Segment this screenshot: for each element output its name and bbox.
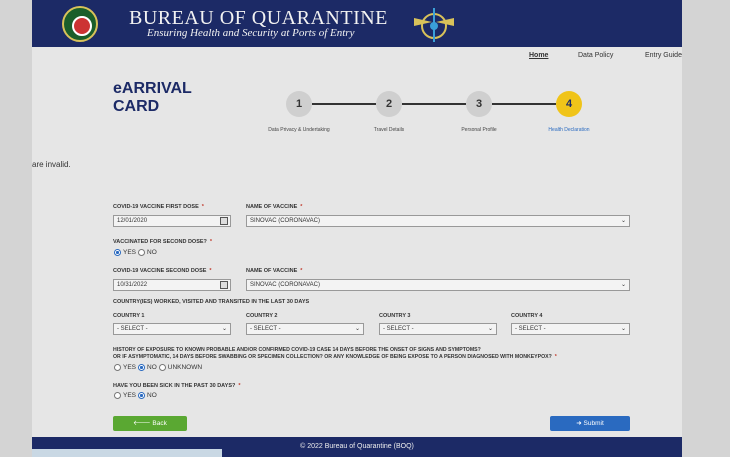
radio-yes[interactable] [114,392,121,399]
second-dose-radio-group: YES NO [112,249,157,256]
country-1-label: COUNTRY 1 [113,313,145,319]
exposure-radio-group: YES NO UNKNOWN [112,364,202,371]
step-connector [492,103,556,105]
chevron-down-icon: ⌄ [620,326,626,332]
quarantine-emblem-logo [412,4,456,44]
chevron-down-icon: ⌄ [354,326,360,332]
step-2-circle: 2 [376,91,402,117]
country-4-select[interactable]: - SELECT - ⌄ [511,323,630,335]
arrow-right-icon: ➜ [576,420,582,427]
exposure-question-line2: OR IF ASYMPTOMATIC, 14 DAYS BEFORE SWABBING OR SPECIMEN COLLECTION? OR ANY KNOWLEDGE OF BEING EXPOSE TO A PERSON DIAGNOSED WITH MONKEYPOX? * [113,354,557,360]
step-connector [312,103,376,105]
step-2-label: Travel Details [373,127,405,133]
nav-home-link[interactable]: Home [529,52,549,59]
step-3-label: Personal Profile [461,127,497,133]
header-banner [32,0,682,47]
step-1-circle: 1 [286,91,312,117]
brand-title: BUREAU OF QUARANTINE [129,7,388,29]
country-4-label: COUNTRY 4 [511,313,543,319]
country-2-label: COUNTRY 2 [246,313,278,319]
vaccine-1-select[interactable]: SINOVAC (CORONAVAC) ⌄ [246,215,630,227]
country-3-select[interactable]: - SELECT - ⌄ [379,323,497,335]
radio-yes[interactable] [114,249,121,256]
vaccine-name-label: NAME OF VACCINE * [246,268,303,274]
second-dose-date-input[interactable]: 10/31/2022 [113,279,231,291]
nav-entry-guide-link[interactable]: Entry Guide [645,52,682,59]
page [32,0,682,457]
radio-no[interactable] [138,249,145,256]
radio-yes[interactable] [114,364,121,371]
step-connector [402,103,466,105]
validation-message: are invalid. [32,160,71,169]
radio-unknown[interactable] [159,364,166,371]
chevron-down-icon: ⌄ [620,282,626,288]
chevron-down-icon: ⌄ [221,326,227,332]
back-button[interactable]: 🡐 Back [113,416,187,431]
first-dose-label: COVID-19 VACCINE FIRST DOSE * [113,204,204,210]
submit-button[interactable]: ➜ Submit [550,416,630,431]
first-dose-date-input[interactable]: 12/01/2020 [113,215,231,227]
radio-no[interactable] [138,364,145,371]
arrow-left-icon: 🡐 [133,420,151,427]
second-dose-question: VACCINATED FOR SECOND DOSE? * [113,239,213,245]
calendar-icon[interactable] [220,217,228,225]
exposure-question-line1: HISTORY OF EXPOSURE TO KNOWN PROBABLE AND/OR CONFIRMED COVID-19 CASE 14 DAYS BEFORE THE ONSET OF SIGNS AND SYMPTOMS? [113,347,481,353]
footer: © 2022 Bureau of Quarantine (BOQ) [32,437,682,457]
footer-panel [32,449,222,457]
step-4-label: Health Declaration [548,127,590,133]
boq-seal-logo [62,6,98,42]
step-3-circle: 3 [466,91,492,117]
country-2-select[interactable]: - SELECT - ⌄ [246,323,364,335]
calendar-icon[interactable] [220,281,228,289]
chevron-down-icon: ⌄ [620,218,626,224]
radio-no[interactable] [138,392,145,399]
nav-data-policy-link[interactable]: Data Policy [578,52,614,59]
step-1-label: Data Privacy & Undertaking [268,127,330,133]
second-dose-label: COVID-19 VACCINE SECOND DOSE * [113,268,212,274]
brand-subtitle: Ensuring Health and Security at Ports of Entry [147,27,355,39]
country-1-select[interactable]: - SELECT - ⌄ [113,323,231,335]
page-title: eARRIVAL CARD [113,80,192,115]
countries-label: COUNTRY(IES) WORKED, VISITED AND TRANSITED IN THE LAST 30 DAYS [113,299,310,305]
chevron-down-icon: ⌄ [487,326,493,332]
sick-question: HAVE YOU BEEN SICK IN THE PAST 30 DAYS? * [113,383,241,389]
sick-radio-group: YES NO [112,392,157,399]
country-3-label: COUNTRY 3 [379,313,411,319]
vaccine-2-select[interactable]: SINOVAC (CORONAVAC) ⌄ [246,279,630,291]
vaccine-name-label: NAME OF VACCINE * [246,204,303,210]
step-4-circle: 4 [556,91,582,117]
